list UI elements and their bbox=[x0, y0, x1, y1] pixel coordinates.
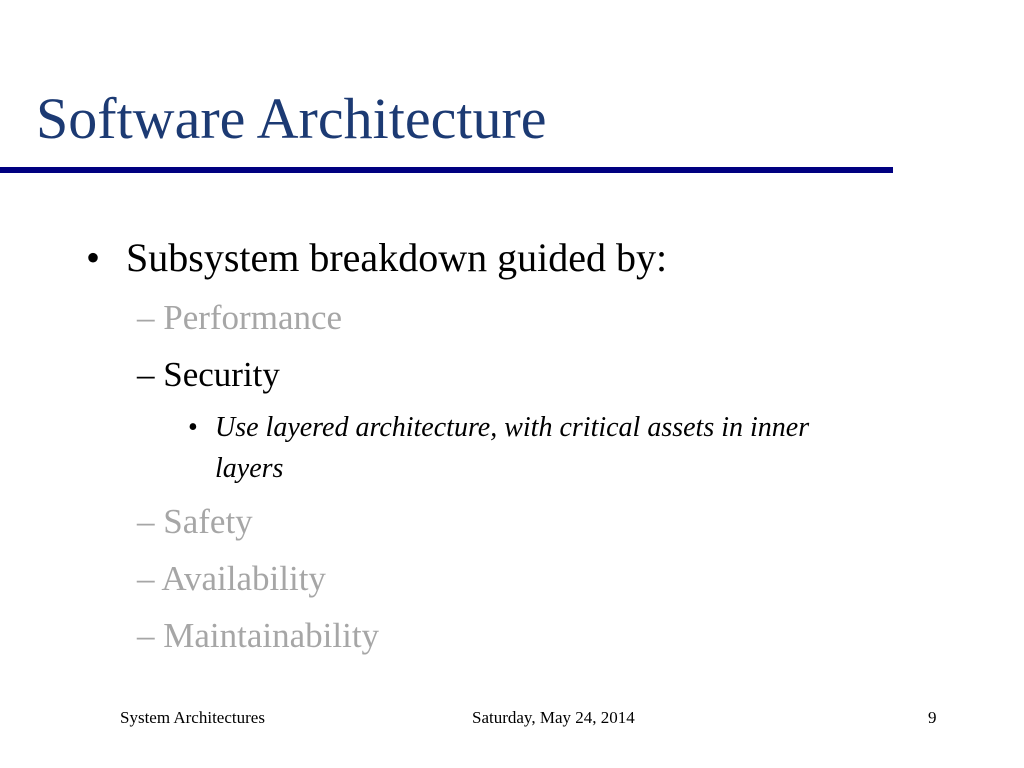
main-bullet-text: Subsystem breakdown guided by: bbox=[126, 235, 668, 280]
sub-bullet-safety bbox=[137, 504, 253, 539]
dash-marker: – bbox=[137, 298, 155, 337]
security-detail-text: Use layered architecture, with critical assets in inner layers bbox=[215, 412, 810, 484]
footer-date: Saturday, May 24, 2014 bbox=[472, 708, 635, 727]
sub-bullet-maintainability bbox=[137, 618, 379, 653]
slide-title: Software Architecture bbox=[36, 86, 547, 151]
dash-marker: – bbox=[137, 616, 155, 655]
bullet-marker: • bbox=[86, 235, 101, 280]
page-number: 9 bbox=[928, 708, 937, 727]
security-detail-bullet bbox=[188, 407, 875, 489]
sub-bullet-performance bbox=[137, 300, 342, 335]
dash-marker: – bbox=[137, 502, 155, 541]
dash-marker: – bbox=[137, 355, 155, 394]
bullet-marker: • bbox=[188, 412, 198, 443]
footer-title: System Architectures bbox=[120, 708, 265, 727]
sub-bullet-text: Performance bbox=[163, 298, 343, 337]
sub-bullet-text: Safety bbox=[163, 502, 253, 541]
sub-bullet-text: Maintainability bbox=[163, 616, 380, 655]
dash-marker: – bbox=[137, 559, 155, 598]
sub-bullet-security bbox=[137, 357, 280, 392]
main-bullet bbox=[86, 235, 668, 280]
title-underline bbox=[0, 167, 893, 173]
sub-bullet-availability bbox=[137, 561, 326, 596]
sub-bullet-text: Availability bbox=[161, 559, 326, 598]
sub-bullet-text: Security bbox=[163, 355, 280, 394]
